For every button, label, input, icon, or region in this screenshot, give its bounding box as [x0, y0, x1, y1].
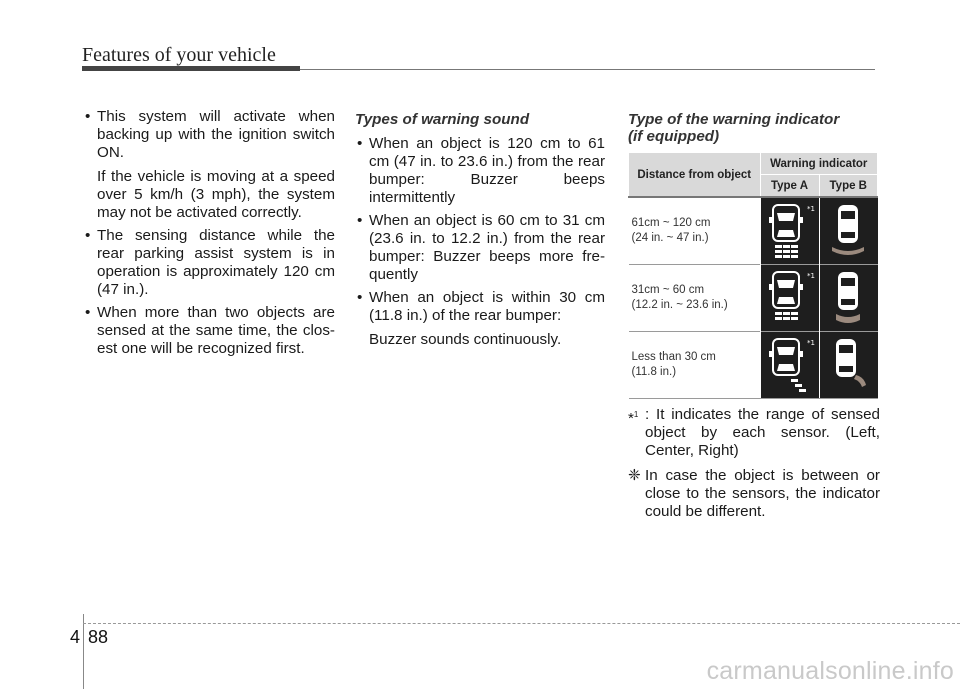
- section-heading-indicator: [628, 111, 880, 145]
- car-top-view-type-a-icon: [761, 266, 819, 328]
- footnote-text: : It indicates the range of sensed object by each sensor. (Left, Center, Right): [645, 406, 880, 459]
- note-text: In case the object is between or close to the sensors, the indicator could be different.: [645, 467, 880, 520]
- header-rule: [300, 69, 875, 70]
- list-item: [355, 212, 605, 284]
- col-header-indicator: Warning indicator: [760, 153, 878, 175]
- footnote-superscript: 1: [633, 410, 639, 419]
- list-item: [83, 304, 335, 358]
- distance-imperial: (11.8 in.): [631, 366, 677, 378]
- col-header-distance: Distance from object: [629, 153, 761, 198]
- bullet-text: The sensing distance while the rear parking assist system is in operation is approximately 120 cm (47 in.).: [97, 227, 335, 298]
- footer-divider-vertical: [83, 614, 84, 689]
- footnote-sensor-range: [628, 406, 880, 460]
- bullet-text: This system will activate when backing up with the ignition switch ON.: [97, 108, 335, 161]
- heading-line: Type of the warning indicator: [628, 111, 840, 128]
- distance-metric: Less than 30 cm: [631, 351, 716, 363]
- footnote-mark: [628, 406, 638, 428]
- heading-line: (if equipped): [628, 128, 720, 145]
- warning-indicator-table: [628, 152, 878, 399]
- bullet-subtext: Buzzer sounds continuously.: [369, 331, 562, 348]
- type-a-cell: [760, 197, 819, 265]
- type-b-cell: [819, 197, 878, 265]
- col-header-type-b: Type B: [819, 175, 878, 198]
- distance-cell: [629, 197, 761, 265]
- table-row: [629, 265, 878, 332]
- bullet-text: When more than two objects are sensed at the same time, the clos-est one will be recognized first.: [97, 304, 335, 357]
- footnote-block: [628, 406, 880, 521]
- header-bar: [82, 66, 300, 71]
- bullet-text: When an object is 60 cm to 31 cm (23.6 in. to 12.2 in.) from the rear bumper: Buzzer beeps more fre-quently: [369, 212, 605, 283]
- distance-imperial: (24 in. ~ 47 in.): [631, 232, 709, 244]
- footer-divider-dashed: [83, 623, 960, 624]
- column-1: [83, 108, 335, 363]
- sensor-mark: *1: [806, 204, 815, 213]
- column-3: [628, 108, 880, 152]
- page-header-title: Features of your vehicle: [82, 44, 276, 66]
- car-top-view-type-a-icon: [761, 333, 819, 395]
- watermark: carmanualsonline.info: [706, 657, 954, 685]
- car-top-view-type-b-icon: [820, 266, 878, 328]
- list-item: [83, 227, 335, 299]
- note-indicator-different: [628, 467, 880, 521]
- distance-cell: [629, 265, 761, 332]
- sensor-mark: *1: [806, 271, 815, 280]
- sensor-mark: *1: [806, 338, 815, 347]
- page-number: 88: [88, 627, 109, 647]
- type-a-cell: [760, 265, 819, 332]
- table-row: [629, 197, 878, 265]
- footnote-asterisk: *: [628, 410, 634, 428]
- warning-sound-list: [355, 135, 605, 349]
- list-item: [355, 289, 605, 349]
- column-2: [355, 108, 605, 354]
- distance-imperial: (12.2 in. ~ 23.6 in.): [631, 299, 728, 311]
- distance-cell: [629, 332, 761, 399]
- activation-list: [83, 108, 335, 358]
- type-b-cell: [819, 265, 878, 332]
- note-symbol-icon: ❈: [628, 467, 641, 484]
- table-row: [629, 332, 878, 399]
- bullet-text: When an object is 120 cm to 61 cm (47 in. to 23.6 in.) from the rear bumper: Buzzer beeps intermittently: [369, 135, 605, 206]
- distance-metric: 31cm ~ 60 cm: [631, 284, 705, 296]
- distance-metric: 61cm ~ 120 cm: [631, 217, 711, 229]
- list-item: [355, 135, 605, 207]
- car-top-view-type-b-icon: [820, 199, 878, 261]
- chapter-number: 4: [70, 627, 81, 647]
- list-item: [83, 108, 335, 222]
- col-header-type-a: Type A: [760, 175, 819, 198]
- type-b-cell: [819, 332, 878, 399]
- section-heading-warning-sound: Types of warning sound: [355, 111, 530, 128]
- bullet-text: When an object is within 30 cm (11.8 in.) of the rear bumper:: [369, 289, 605, 324]
- car-top-view-type-a-icon: [761, 199, 819, 261]
- type-a-cell: [760, 332, 819, 399]
- bullet-subtext: If the vehicle is moving at a speed over 5 km/h (3 mph), the system may not be activated correctly.: [97, 168, 335, 221]
- car-top-view-type-b-icon: [820, 333, 878, 395]
